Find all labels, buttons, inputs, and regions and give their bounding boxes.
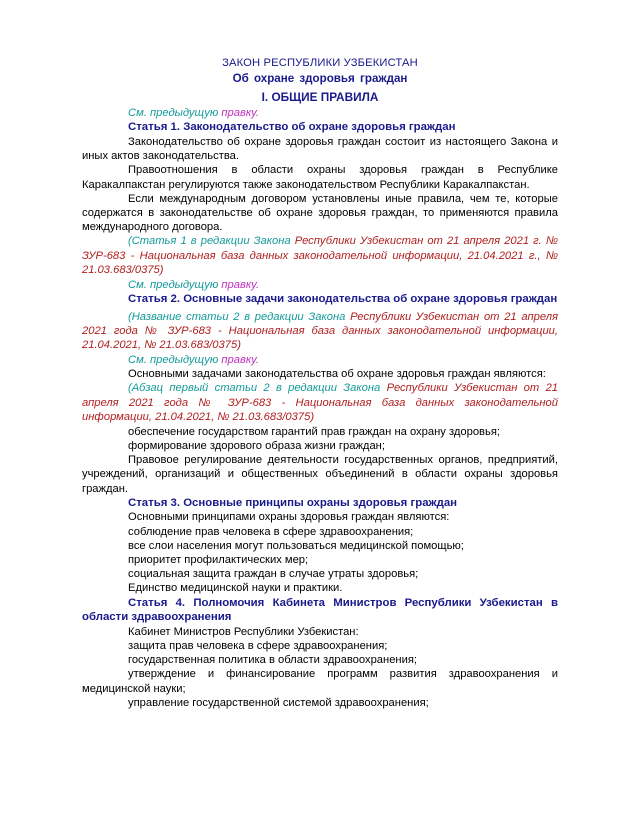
document-section-heading: I. ОБЩИЕ ПРАВИЛА bbox=[261, 90, 379, 104]
article-2-item-2: формирование здорового образа жизни граждан; bbox=[128, 439, 385, 452]
see-previous-lead-3: См. предыдущую bbox=[128, 353, 219, 366]
article-3-item-3: приоритет профилактических мер; bbox=[128, 553, 309, 566]
article-2-item-1: обеспечение государством гарантий прав граждан на охрану здоровья; bbox=[128, 425, 500, 438]
see-previous-tail-3: правку. bbox=[221, 353, 260, 366]
article-2-title-revision-tail: Республики Узбекистан от 21 апреля 2021 года № ЗУР-683 - Национальная база данных законодательной информации, 21.04.2021, № 21.03.683/0375) bbox=[82, 310, 558, 352]
article-1-paragraph-1: Законодательство об охране здоровья граждан состоит из настоящего Закона и иных актов законодательства. bbox=[82, 136, 558, 163]
article-1-paragraph-3: Если международным договором установлены иные правила, чем те, которые содержатся в законодательстве об охране здоровья граждан, то применяются правила международного договора. bbox=[82, 192, 558, 234]
article-3-item-2: все слои населения могут пользоваться медицинской помощью; bbox=[128, 539, 464, 552]
article-4-item-4: управление государственной системой здравоохранения; bbox=[128, 696, 429, 709]
see-previous-link-1[interactable] bbox=[82, 106, 558, 120]
article-3-heading: Статья 3. Основные принципы охраны здоровья граждан bbox=[128, 496, 458, 509]
article-4-intro: Кабинет Министров Республики Узбекистан: bbox=[128, 625, 359, 638]
article-1-revision-tail: Республики Узбекистан от 21 апреля 2021 г. № ЗУР-683 - Национальная база данных законодательной информации, 21.04.2021 г., № 21.03.683/0375) bbox=[82, 235, 559, 277]
article-3-item-1: соблюдение прав человека в сфере здравоохранения; bbox=[128, 525, 414, 538]
see-previous-link-3[interactable] bbox=[82, 353, 558, 367]
article-3-intro: Основными принципами охраны здоровья граждан являются: bbox=[128, 511, 450, 524]
document-body bbox=[82, 56, 558, 710]
article-4-item-3: утверждение и финансирование программ развития здравоохранения и медицинской науки; bbox=[82, 668, 558, 695]
article-2-paragraph-revision-lead: (Абзац первый статьи 2 в редакции Закона bbox=[128, 382, 381, 395]
article-4-heading: Статья 4. Полномочия Кабинета Министров Республики Узбекистан в области здравоохранения bbox=[82, 596, 558, 624]
document-title-subject: Об охране здоровья граждан bbox=[232, 72, 408, 85]
article-2-heading: Статья 2. Основные задачи законодательства об охране здоровья граждан bbox=[128, 293, 558, 306]
document-title-law: ЗАКОН РЕСПУБЛИКИ УЗБЕКИСТАН bbox=[222, 57, 418, 69]
article-1-paragraph-2: Правоотношения в области охраны здоровья граждан в Республике Каракалпакстан регулируются также законодательством Республики Каракалпакстан. bbox=[82, 164, 558, 191]
see-previous-tail-2: правку. bbox=[221, 278, 260, 291]
article-3-item-4: социальная защита граждан в случае утраты здоровья; bbox=[128, 568, 419, 581]
article-2-paragraph-revision-note[interactable] bbox=[82, 381, 558, 424]
article-4-item-2: государственная политика в области здравоохранения; bbox=[128, 654, 418, 667]
article-2-paragraph-revision-tail: Республики Узбекистан от 21 апреля 2021 года № ЗУР-683 - Национальная база данных законодательной информации, 21.04.2021, № 21.03.683/0375) bbox=[82, 382, 559, 424]
see-previous-lead-1: См. предыдущую bbox=[128, 107, 219, 119]
article-2-item-3: Правовое регулирование деятельности государственных органов, предприятий, учреждений, организаций и общественных объединений в области охраны здоровья граждан. bbox=[82, 454, 558, 495]
article-1-revision-lead: (Статья 1 в редакции Закона bbox=[128, 235, 291, 248]
article-2-intro: Основными задачами законодательства об охране здоровья граждан являются: bbox=[128, 368, 546, 381]
article-3-item-5: Единство медицинской науки и практики. bbox=[128, 582, 343, 595]
article-1-heading: Статья 1. Законодательство об охране здоровья граждан bbox=[128, 121, 456, 134]
see-previous-link-2[interactable] bbox=[82, 278, 558, 292]
article-4-item-1: защита прав человека в сфере здравоохранения; bbox=[128, 639, 388, 652]
article-1-revision-note[interactable] bbox=[82, 234, 558, 277]
article-2-title-revision-lead: (Название статьи 2 в редакции Закона bbox=[128, 310, 346, 323]
see-previous-tail-1: правку. bbox=[221, 107, 260, 119]
article-2-title-revision-note[interactable] bbox=[82, 310, 558, 353]
see-previous-lead-2: См. предыдущую bbox=[128, 278, 219, 291]
